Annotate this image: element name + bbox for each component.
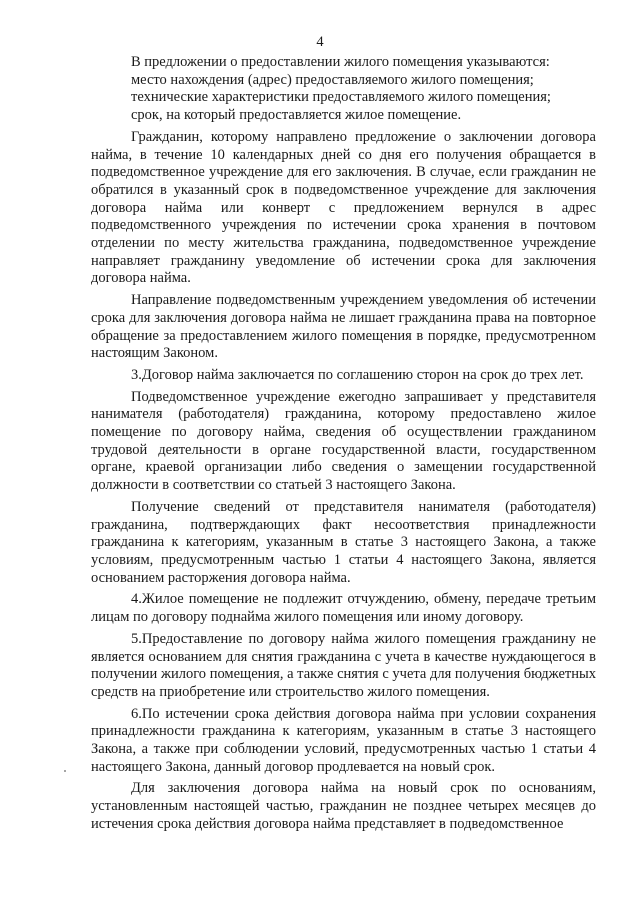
intro-line: срок, на который предоставляется жилое помещение. xyxy=(131,107,462,124)
paragraph: Направление подведомственным учреждением уведомления об истечении срока для заключения договора найма не лишает гражданина права на повторное обращение за предоставлением жилого помещения в порядке, предусмотренном настоящим Законом. xyxy=(91,292,596,362)
intro-line: место нахождения (адрес) предоставляемого жилого помещения; xyxy=(131,71,534,88)
paragraph: 5.Предоставление по договору найма жилого помещения гражданину не является основанием для снятия гражданина с учета в качестве нуждающегося в получении жилого помещения, а также снятия с учета для получения бюджетных средств на приобретение или строительство жилого помещения. xyxy=(91,630,596,700)
paragraph: Гражданин, которому направлено предложение о заключении договора найма, в течение 10 календарных дней со дня его получения обращается в подведомственное учреждение для его заключения. В случае, если гражданин не обратился в указанный срок в подведомственное учреждение для заключения договора найма или конверт с предложением вернулся в адрес подведомственного учреждения по истечении срока хранения в почтовом отделении по месту жительства гражданина, подведомственное учреждение направляет гражданину уведомление об истечении срока для заключения договора найма. xyxy=(91,128,596,287)
paragraph: 6.По истечении срока действия договора найма при условии сохранения принадлежности гражданина к категориям, указанным в статье 3 настоящего Закона, а также при соблюдении условий, предусмотренных частью 1 статьи 4 настоящего Закона, данный договор продлевается на новый срок. xyxy=(91,705,596,775)
paragraph: Для заключения договора найма на новый срок по основаниям, установленным настоящей частью, гражданин не позднее четырех месяцев до истечения срока действия договора найма представляет в подведомственное xyxy=(91,780,596,832)
paragraph: Подведомственное учреждение ежегодно запрашивает у представителя нанимателя (работодателя) гражданина, которому предоставлено жилое помещение по договору найма, сведения об осуществлении гражданином трудовой деятельности в органе государственной власти, государственном органе, краевой организации либо сведения о замещении государственной должности в соответствии со статьей 3 настоящего Закона. xyxy=(91,388,596,494)
intro-line: В предложении о предоставлении жилого помещения указываются: xyxy=(131,54,550,70)
intro-line: технические характеристики предоставляемого жилого помещения; xyxy=(131,89,551,106)
paragraph: Получение сведений от представителя нанимателя (работодателя) гражданина, подтверждающих факт несоответствия принадлежности гражданина к категориям, указанным в статье 3 настоящего Закона, а также условиям, предусмотренным частью 1 статьи 4 настоящего Закона, является основанием расторжения договора найма. xyxy=(91,498,596,586)
paragraph: 4.Жилое помещение не подлежит отчуждению, обмену, передаче третьим лицам по договору поднайма жилого помещения или иному договору. xyxy=(91,591,596,626)
page-number: 4 xyxy=(316,34,324,50)
document-body xyxy=(91,54,596,834)
scan-speck xyxy=(64,770,66,772)
paragraph: 3.Договор найма заключается по соглашению сторон на срок до трех лет. xyxy=(131,366,584,383)
